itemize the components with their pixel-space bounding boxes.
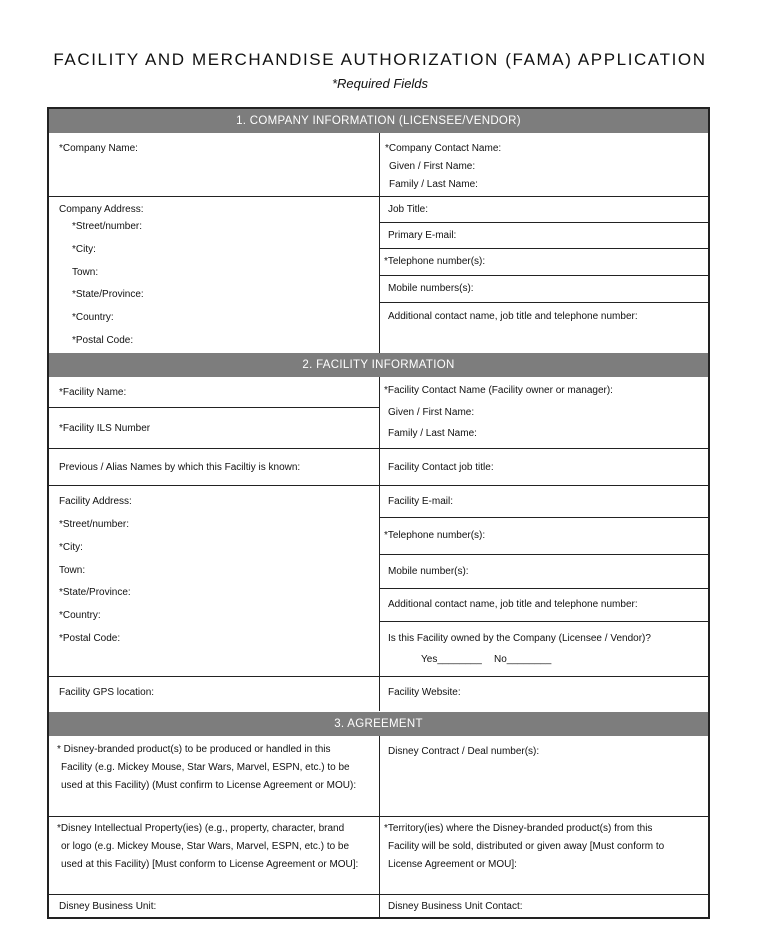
disney-products-label [57,741,379,795]
territory-line-1: *Territory(ies) where the Disney-branded product(s) from this [384,823,653,834]
additional-contact-label: Additional contact name, job title and telephone number: [388,311,638,322]
divider [379,248,708,249]
divider [379,554,708,555]
form-title: FACILITY AND MERCHANDISE AUTHORIZATION (FAMA) APPLICATION [53,50,707,69]
section-3-header: 3. AGREEMENT [49,712,708,736]
facility-city-label: *City: [59,542,83,553]
facility-telephone-label: *Telephone number(s): [384,530,486,541]
disney-products-line-1: * Disney-branded product(s) to be produced or handled in this [57,744,331,755]
company-name-field[interactable] [49,133,379,196]
telephone-label: *Telephone number(s): [384,256,486,267]
business-unit-label: Disney Business Unit: [59,901,157,912]
divider [379,621,708,622]
facility-country-label: *Country: [59,610,101,621]
facility-gps-label: Facility GPS location: [59,687,155,698]
country-label: *Country: [72,312,114,323]
disney-ip-line-3: used at this Facility) [Must conform to License Agreement or MOU]: [61,859,359,870]
divider [379,302,708,303]
facility-address-field[interactable] [49,486,379,676]
company-address-field[interactable] [49,197,379,353]
contract-number-label: Disney Contract / Deal number(s): [388,746,540,757]
divider [379,588,708,589]
facility-street-label: *Street/number: [59,519,130,530]
company-address-label: Company Address: [59,204,144,215]
owned-no-option[interactable]: No________ [494,654,552,665]
facility-address-label: Facility Address: [59,496,132,507]
territory-line-2: Facility will be sold, distributed or given away [Must conform to [388,841,665,852]
divider [49,816,708,817]
city-label: *City: [72,244,96,255]
territory-label [384,820,708,874]
divider [379,222,708,223]
section-2-header: 2. FACILITY INFORMATION [49,353,708,377]
disney-ip-line-2: or logo (e.g. Mickey Mouse, Star Wars, Marvel, ESPN, etc.) to be [61,841,350,852]
facility-name-label: *Facility Name: [59,387,127,398]
owned-yes-option[interactable]: Yes________ [421,654,482,665]
state-province-label: *State/Province: [72,289,144,300]
facility-family-name-label: Family / Last Name: [388,428,477,439]
divider [49,894,708,895]
facility-additional-contact-label: Additional contact name, job title and telephone number: [388,599,638,610]
divider [49,676,708,677]
territory-line-3: License Agreement or MOU]: [388,859,517,870]
business-unit-contact-label: Disney Business Unit Contact: [388,901,523,912]
disney-products-line-2: Facility (e.g. Mickey Mouse, Star Wars, Marvel, ESPN, etc.) to be [61,762,350,773]
facility-state-label: *State/Province: [59,587,131,598]
facility-email-label: Facility E-mail: [388,496,454,507]
town-label: Town: [72,267,99,278]
company-contact-name-label: *Company Contact Name: [385,143,502,154]
mobile-label: Mobile numbers(s): [388,283,474,294]
disney-products-line-3: used at this Facility) (Must confirm to License Agreement or MOU): [61,780,357,791]
divider [49,407,379,408]
street-label: *Street/number: [72,221,143,232]
divider [49,448,708,449]
facility-owned-question: Is this Facility owned by the Company (Licensee / Vendor)? [388,633,651,644]
facility-contact-name-label: *Facility Contact Name (Facility owner or manager): [384,385,613,396]
divider [379,517,708,518]
facility-mobile-label: Mobile number(s): [388,566,469,577]
facility-postal-label: *Postal Code: [59,633,121,644]
disney-ip-label [57,820,379,874]
facility-given-name-label: Given / First Name: [388,407,475,418]
divider [379,377,380,711]
facility-town-label: Town: [59,565,86,576]
company-name-label: *Company Name: [59,143,138,154]
contact-job-title-label: Facility Contact job title: [388,462,494,473]
required-fields-note: *Required Fields [331,76,429,91]
divider [379,736,380,919]
postal-code-label: *Postal Code: [72,335,134,346]
disney-ip-line-1: *Disney Intellectual Property(ies) (e.g., property, character, brand [57,823,345,834]
family-name-label: Family / Last Name: [389,179,478,190]
divider [379,275,708,276]
fama-application-form [47,107,710,919]
section-1-header: 1. COMPANY INFORMATION (LICENSEE/VENDOR) [49,109,708,133]
facility-website-label: Facility Website: [388,687,461,698]
company-contact-name-field[interactable] [380,133,708,196]
given-name-label: Given / First Name: [389,161,476,172]
facility-ils-label: *Facility ILS Number [59,423,151,434]
job-title-label: Job Title: [388,204,429,215]
primary-email-label: Primary E-mail: [388,230,457,241]
alias-names-label: Previous / Alias Names by which this Faciltiy is known: [59,462,301,473]
